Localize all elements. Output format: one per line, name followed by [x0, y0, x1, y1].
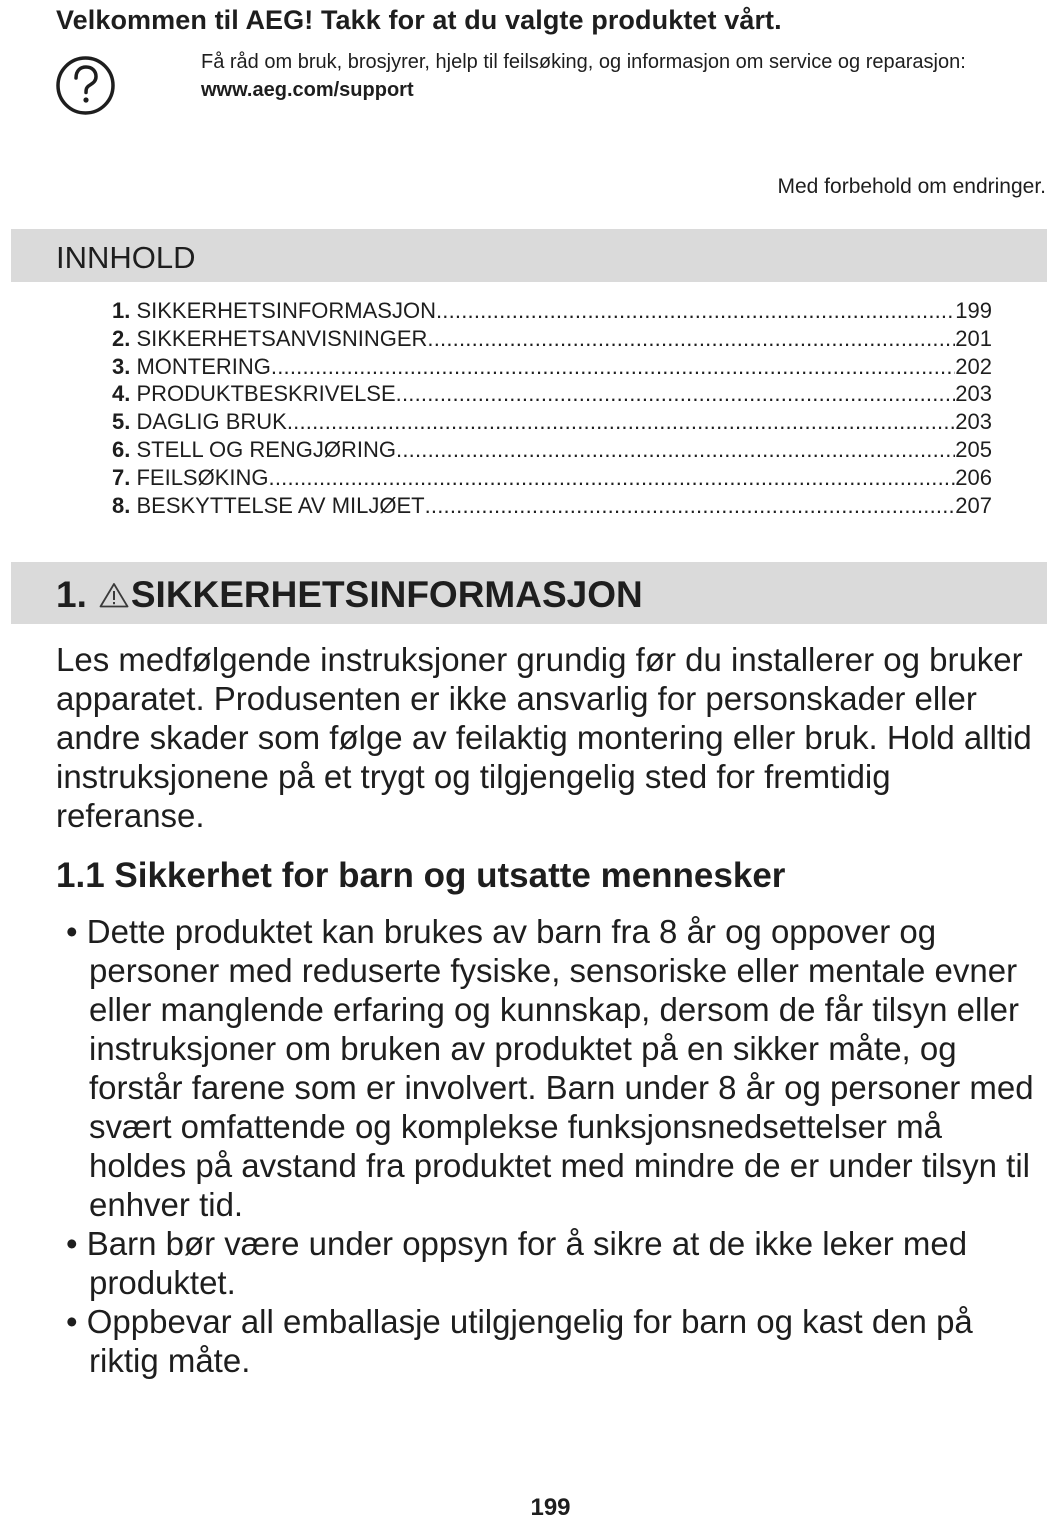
section-number: 1. [56, 574, 87, 615]
toc-item[interactable]: 2. SIKKERHETSANVISNINGER ..... 201 [112, 325, 992, 353]
toc-item[interactable]: 5. DAGLIG BRUK ..... 203 [112, 408, 992, 436]
toc-leader [396, 436, 955, 464]
toc-item[interactable]: 6. STELL OG RENGJØRING ..... 205 [112, 436, 992, 464]
toc-item[interactable]: 4. PRODUKTBESKRIVELSE ..... 203 [112, 380, 992, 408]
list-item: • Barn bør være under oppsyn for å sikre at de ikke leker med produktet. [56, 1224, 1046, 1302]
toc-item[interactable]: 8. BESKYTTELSE AV MILJØET ..... 207 [112, 492, 992, 520]
page-number: 199 [530, 1494, 571, 1521]
list-item: • Dette produktet kan brukes av barn fra 8 år og oppover og personer med reduserte fysiske, sensoriske eller mentale evner eller manglende erfaring og kunnskap, dersom de får tilsyn eller instruksjoner om bruken av produktet på en sikker måte, og forstår farene som er involvert. Barn under 8 år og personer med svært omfattende og komplekse funksjonsnedsettelser må holdes på avstand fra produktet med mindre de er under tilsyn til enhver tid. [56, 912, 1046, 1224]
toc-leader [436, 297, 955, 325]
toc-item[interactable]: 3. MONTERING ..... 202 [112, 353, 992, 381]
safety-bullet-list [56, 912, 1046, 1380]
intro-paragraph: Les medfølgende instruksjoner grundig før du installerer og bruker apparatet. Produsenten er ikke ansvarlig for personskader eller andre skader som følge av feilaktig montering eller bruk. Hold alltid instruksjonene på et trygt og tilgjengelig sted for fremtidig referanse. [56, 641, 1032, 834]
toc-leader [269, 464, 956, 492]
question-circle-icon [55, 55, 116, 116]
support-description: Få råd om bruk, brosjyrer, hjelp til feilsøking, og informasjon om service og reparasjon: [201, 51, 966, 73]
toc-title: INNHOLD [56, 240, 196, 275]
toc-leader [396, 380, 956, 408]
support-info [201, 49, 981, 103]
section-title [56, 574, 643, 616]
section-name: SIKKERHETSINFORMASJON [130, 574, 643, 615]
warning-triangle-icon [99, 582, 129, 608]
welcome-heading: Velkommen til AEG! Takk for at du valgte produktet vårt. [56, 5, 782, 35]
disclaimer: Med forbehold om endringer. [777, 175, 1046, 198]
toc-leader [425, 492, 956, 520]
toc-item[interactable]: 7. FEILSØKING ..... 206 [112, 464, 992, 492]
table-of-contents [112, 297, 992, 519]
subsection-title: 1.1 Sikkerhet for barn og utsatte mennesker [56, 856, 786, 895]
toc-leader [287, 408, 955, 436]
list-item: • Oppbevar all emballasje utilgjengelig for barn og kast den på riktig måte. [56, 1302, 1046, 1380]
toc-leader [427, 325, 955, 353]
toc-leader [271, 353, 955, 381]
toc-item[interactable]: 1. SIKKERHETSINFORMASJON ..... 199 [112, 297, 992, 325]
support-link[interactable]: www.aeg.com/support [201, 79, 414, 101]
